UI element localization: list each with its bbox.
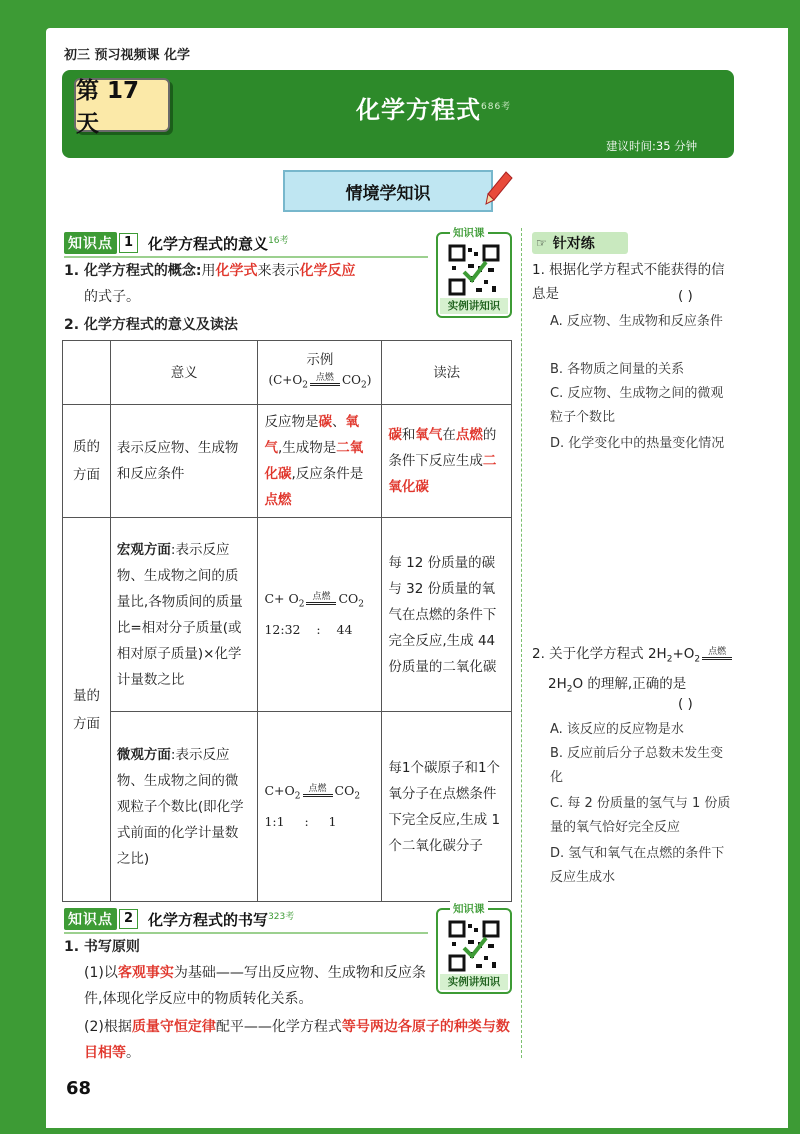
- kp1-item1-term: 化学方程式的概念:: [83, 263, 202, 279]
- section-tag: 情境学知识: [283, 170, 493, 212]
- row1-rd-red-3: 点燃: [455, 427, 483, 443]
- row2a-meaning-text: :表示反应物、生成物之间的质量比,各物质间的质量比=相对分子质量(或相对原子质量)×化学计量数之比: [116, 541, 243, 688]
- row1-rd-text-c: 的条件下反应生成: [388, 427, 497, 469]
- left-green-band: [0, 0, 46, 1134]
- practice-tag-label: 针对练: [552, 236, 595, 252]
- hdr-formula-b: CO: [341, 372, 361, 387]
- row2b-example: [258, 712, 382, 902]
- kp1-qr-card[interactable]: [436, 227, 512, 318]
- kp1-item1-number: 1.: [64, 263, 84, 279]
- row1-ex-text-c: ,生成物是: [277, 440, 337, 456]
- kp1-number: 1: [119, 233, 138, 253]
- kp2-title: [148, 909, 294, 930]
- kp1-heading: [64, 232, 289, 254]
- page-title: [356, 90, 511, 125]
- qr-code-icon: [448, 920, 500, 972]
- pencil-icon: [484, 170, 514, 206]
- row2b-condition: 点燃: [308, 784, 327, 795]
- q1-option-b[interactable]: B. 各物质之间量的关系: [550, 362, 685, 377]
- kp1-tag: 知识点: [64, 232, 117, 254]
- running-head: 初三 预习视频课 化学: [64, 48, 191, 63]
- day-badge: 第 17 天: [74, 78, 170, 132]
- kp1-qr-top-label: 知识课: [450, 225, 488, 240]
- row2a-ex-a: C+ O: [264, 590, 299, 606]
- table-header-example-label: 示例: [306, 351, 334, 368]
- kp2-qr-bottom-label: 实例讲知识: [440, 974, 508, 990]
- row2b-ex-line1: $C+O_2$ 点燃 $CO_2$: [264, 782, 361, 802]
- row2b-ex-b: CO: [334, 782, 355, 798]
- row1-ex-text-b: 、: [331, 414, 346, 430]
- q2-option-a[interactable]: A. 该反应的反应物是水: [550, 722, 684, 737]
- kp2-p2-text-b: 配平——化学方程式: [215, 1019, 342, 1035]
- row1-rd-red-1: 碳: [388, 427, 402, 443]
- column-divider: [521, 228, 522, 1058]
- kp2-qr-top-label: 知识课: [450, 901, 488, 916]
- row2a-reaction-arrow: [306, 593, 336, 605]
- q2-stem-d: O 的理解,正确的是: [572, 675, 687, 692]
- kp1-item1: [64, 258, 426, 310]
- table-header-example-formula: ($C+O_2$ 点燃 $CO_2$): [268, 372, 372, 391]
- kp2-p2-text-a: (2)根据: [84, 1019, 132, 1035]
- pointing-hand-icon: ☞: [536, 236, 547, 250]
- row1-example: [258, 405, 382, 518]
- hdr-reaction-arrow: [310, 374, 340, 386]
- kp2-principle-1: [84, 960, 434, 1012]
- meaning-table: [62, 340, 512, 902]
- kp2-exam-count: 323考: [268, 911, 295, 922]
- practice-tag: [532, 232, 628, 254]
- row1-rd-text-b: 在: [442, 427, 456, 443]
- row2b-reaction-arrow: [303, 785, 333, 797]
- q2-option-c[interactable]: C. 每 2 份质量的氢气与 1 份质量的氧气恰好完全反应: [550, 796, 731, 835]
- q2-reaction-arrow: [702, 648, 732, 660]
- row2a-ex-line1: $C+ O_2$ 点燃 $CO_2$: [264, 590, 365, 610]
- table-header-example: [258, 341, 382, 405]
- kp1-title-text: 化学方程式的意义: [148, 234, 269, 253]
- page-title-text: 化学方程式: [356, 96, 481, 124]
- kp1-qr-bottom-label: 实例讲知识: [440, 298, 508, 314]
- q2-stem-c: 2H: [548, 675, 567, 692]
- row2-label: 量的方面: [63, 518, 111, 902]
- kp2-p1-highlight: 客观事实: [117, 965, 174, 981]
- row1-rd-red-4: 二氧化碳: [388, 453, 497, 495]
- page-title-exam-count: 686考: [481, 102, 512, 112]
- row2b-meaning-text: :表示反应物、生成物之间的微观粒子个数比(即化学式前面的化学计量数之比): [116, 746, 244, 867]
- kp2-p2-highlight-1: 质量守恒定律: [131, 1019, 216, 1035]
- kp2-number: 2: [119, 909, 138, 929]
- kp1-title: [148, 233, 288, 254]
- kp1-item2: 2. 化学方程式的意义及读法: [64, 317, 238, 333]
- hdr-formula-a: (C+O: [268, 372, 303, 387]
- q2-stem: 2. 关于化学方程式 $2H_2+O_2$ 点燃 $2H_2O$ 的理解,正确的是: [532, 642, 742, 701]
- row2b-reading: 每1个碳原子和1个氧分子在点燃条件下完全反应,生成 1 个二氧化碳分子: [382, 712, 512, 902]
- row1-rd-red-2: 氧气: [415, 427, 443, 443]
- row2b-meaning-term: 微观方面: [116, 746, 171, 763]
- q1-option-d[interactable]: D. 化学变化中的热量变化情况: [550, 436, 725, 451]
- row2a-condition: 点燃: [312, 592, 331, 603]
- kp2-p1-text-a: (1)以: [84, 965, 118, 981]
- kp2-item1: 1. 书写原则: [64, 939, 140, 955]
- row1-ex-red-4: 点燃: [264, 492, 292, 508]
- kp1-item1-text-c: 的式子。: [84, 289, 140, 305]
- row2b-ex-a: C+O: [264, 782, 295, 798]
- row1-label: 质的方面: [63, 405, 111, 518]
- row1-ex-text-d: ,反应条件是: [291, 466, 364, 482]
- kp2-tag: 知识点: [64, 908, 117, 930]
- q2-option-b[interactable]: B. 反应前后分子总数未发生变化: [550, 746, 724, 785]
- row2b-ex-ratio: 1:1 : 1: [264, 814, 337, 830]
- kp2-title-text: 化学方程式的书写: [148, 910, 269, 929]
- q2-stem-b: +O: [672, 646, 695, 662]
- kp1-item1-text-a: 用: [201, 263, 216, 279]
- row1-ex-red-2: 氧气: [264, 414, 359, 456]
- row1-ex-red-1: 碳: [318, 414, 332, 430]
- row1-reading: [382, 405, 512, 518]
- hdr-condition: 点燃: [315, 373, 334, 384]
- kp2-p2-highlight-2: 等号两边各原子的种类与数目相等: [84, 1019, 510, 1061]
- kp2-principle-2: [84, 1014, 514, 1066]
- row2b-meaning: [110, 712, 258, 902]
- table-corner-cell: [63, 341, 111, 405]
- q1-stem: [532, 258, 738, 306]
- q1-option-c[interactable]: C. 反应物、生成物之间的微观粒子个数比: [550, 386, 724, 425]
- q2-condition: 点燃: [708, 647, 727, 657]
- row2a-meaning-term: 宏观方面: [116, 541, 171, 558]
- hdr-formula-c: ): [366, 372, 372, 387]
- kp1-exam-count: 16考: [268, 235, 289, 246]
- page-number: 68: [66, 1078, 92, 1099]
- q1-option-a[interactable]: A. 反应物、生成物和反应条件: [550, 314, 723, 329]
- row1-ex-text-a: 反应物是: [264, 414, 319, 430]
- q2-option-d[interactable]: D. 氢气和氧气在点燃的条件下反应生成水: [550, 846, 725, 885]
- kp2-qr-card[interactable]: [436, 903, 512, 994]
- table-header-reading: 读法: [382, 341, 512, 405]
- kp2-p2-text-c: 。: [126, 1045, 140, 1061]
- suggested-time: 建议时间:35 分钟: [606, 139, 698, 153]
- row2a-ex-ratio: 12:32 : 44: [264, 622, 353, 638]
- table-header-meaning: 意义: [110, 341, 258, 405]
- row2a-ex-b: CO: [338, 590, 359, 606]
- row2a-example: [258, 518, 382, 712]
- row1-ex-red-3: 二氧化碳: [264, 440, 364, 482]
- kp1-item1-highlight-1: 化学式: [215, 263, 258, 279]
- q2-answer-blank[interactable]: ( ): [678, 696, 693, 712]
- kp2-heading: [64, 908, 294, 930]
- q2-stem-a: 2. 关于化学方程式 2H: [532, 646, 667, 662]
- kp1-item1-text-b: 来表示: [257, 263, 300, 279]
- q1-stem-text: 1. 根据化学方程式不能获得的信息是: [532, 262, 725, 302]
- qr-code-icon: [448, 244, 500, 296]
- row2a-meaning: [110, 518, 258, 712]
- kp1-item1-highlight-2: 化学反应: [299, 263, 356, 279]
- kp2-p1-text-b: 为基础——写出反应物、生成物和反应条件,体现化学反应中的物质转化关系。: [84, 965, 426, 1007]
- row1-meaning: 表示反应物、生成物和反应条件: [110, 405, 258, 518]
- q1-answer-blank[interactable]: ( ): [678, 288, 693, 304]
- row2a-reading: 每 12 份质量的碳与 32 份质量的氧气在点燃的条件下完全反应,生成 44 份质量的二氧化碳: [382, 518, 512, 712]
- row1-rd-text-a: 和: [401, 427, 416, 443]
